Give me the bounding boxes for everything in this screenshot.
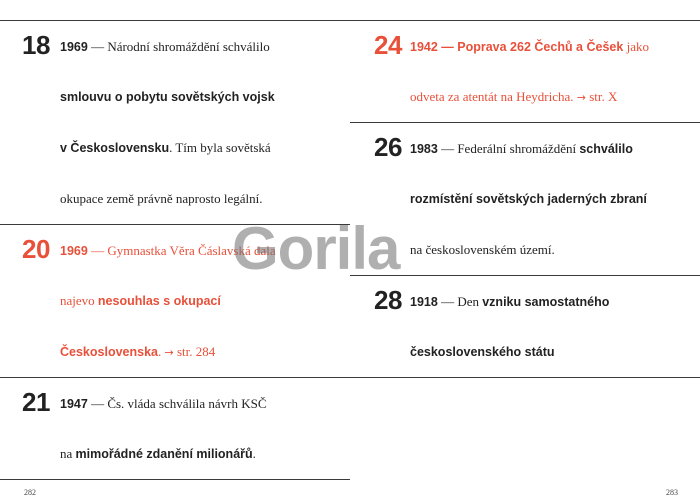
text-run: rozmístění sovětských jaderných zbraní (410, 192, 647, 206)
text-run: okupace země právně naprosto legální. (60, 191, 263, 206)
text-run: — Čs. vláda schválila návrh KSČ (87, 396, 267, 411)
entry-line (0, 428, 350, 479)
text-run: smlouvu o pobytu sovětských vojsk (60, 90, 275, 104)
entry-row-26 (350, 122, 700, 173)
entry-text (60, 242, 340, 260)
entry-text (60, 343, 340, 362)
entry-line (0, 122, 350, 173)
text-run: str. 284 (173, 344, 216, 359)
entry-text (60, 88, 340, 106)
text-run: — Den (437, 294, 483, 309)
text-run: na československém území. (410, 242, 555, 257)
page-number-left: 282 (24, 488, 36, 497)
arrow-icon: → (576, 91, 586, 104)
entry-text (410, 241, 690, 259)
entry-year: 1983 (410, 142, 438, 156)
bottom-rule (0, 479, 350, 480)
text-run: najevo (60, 293, 98, 308)
entry-text (410, 88, 690, 107)
right-page (350, 0, 700, 503)
text-run: odveta za atentát na Heydricha. (410, 89, 577, 104)
entry-text (60, 395, 340, 413)
entry-text (410, 140, 690, 158)
entry-year: 1918 (410, 295, 438, 309)
arrow-icon: → (164, 346, 174, 359)
entry-line (0, 71, 350, 122)
entry-text (60, 292, 340, 310)
entry-row-20 (0, 224, 350, 275)
entry-year: 1969 (60, 244, 88, 258)
entry-line (350, 71, 700, 122)
entry-text (410, 190, 690, 208)
day-number: 21 (22, 387, 50, 417)
text-run: — Gymnastka Věra Čáslavská dala (87, 243, 276, 258)
text-run: vzniku samostatného (482, 295, 610, 309)
text-run: v Československu (60, 141, 170, 155)
entry-line (0, 275, 350, 326)
page-number-right: 283 (666, 488, 678, 497)
day-number: 26 (374, 132, 402, 162)
day-number: 20 (22, 234, 50, 264)
entry-line (0, 173, 350, 224)
text-run: československého státu (410, 345, 555, 359)
entry-text (410, 38, 690, 56)
entry-year: 1947 (60, 397, 88, 411)
text-run: 1942 — Poprava 262 Čechů a Češek (410, 40, 624, 54)
watermark-logo: Gorila (232, 215, 400, 282)
entry-row-24 (350, 20, 700, 71)
text-run: schválilo (579, 142, 633, 156)
text-run: jako (623, 39, 649, 54)
entry-line (350, 224, 700, 275)
entry-text (60, 190, 340, 208)
entry-text (60, 139, 340, 157)
entry-line (350, 173, 700, 224)
entry-row-18 (0, 20, 350, 71)
text-run: — Národní shromáždění schválilo (87, 39, 270, 54)
bottom-rule (350, 377, 700, 378)
entry-text (410, 343, 690, 361)
text-run: . (157, 344, 165, 359)
entry-row-21 (0, 377, 350, 428)
text-run: . (252, 446, 256, 461)
entry-text (60, 38, 340, 56)
day-number: 24 (374, 30, 402, 60)
text-run: na (60, 446, 76, 461)
day-number: 28 (374, 285, 402, 315)
text-run: Československa (60, 345, 158, 359)
text-run: — Federální shromáždění (437, 141, 580, 156)
entry-line (0, 326, 350, 377)
text-run: mimořádné zdanění milionářů (75, 447, 253, 461)
entry-line (350, 326, 700, 377)
day-number: 18 (22, 30, 50, 60)
entry-text (60, 445, 340, 463)
text-run: str. X (585, 89, 618, 104)
entry-text (410, 293, 690, 311)
text-run: . Tím byla sovětská (169, 140, 271, 155)
text-run: nesouhlas s okupací (97, 294, 221, 308)
entry-year: 1969 (60, 40, 88, 54)
entry-row-28 (350, 275, 700, 326)
